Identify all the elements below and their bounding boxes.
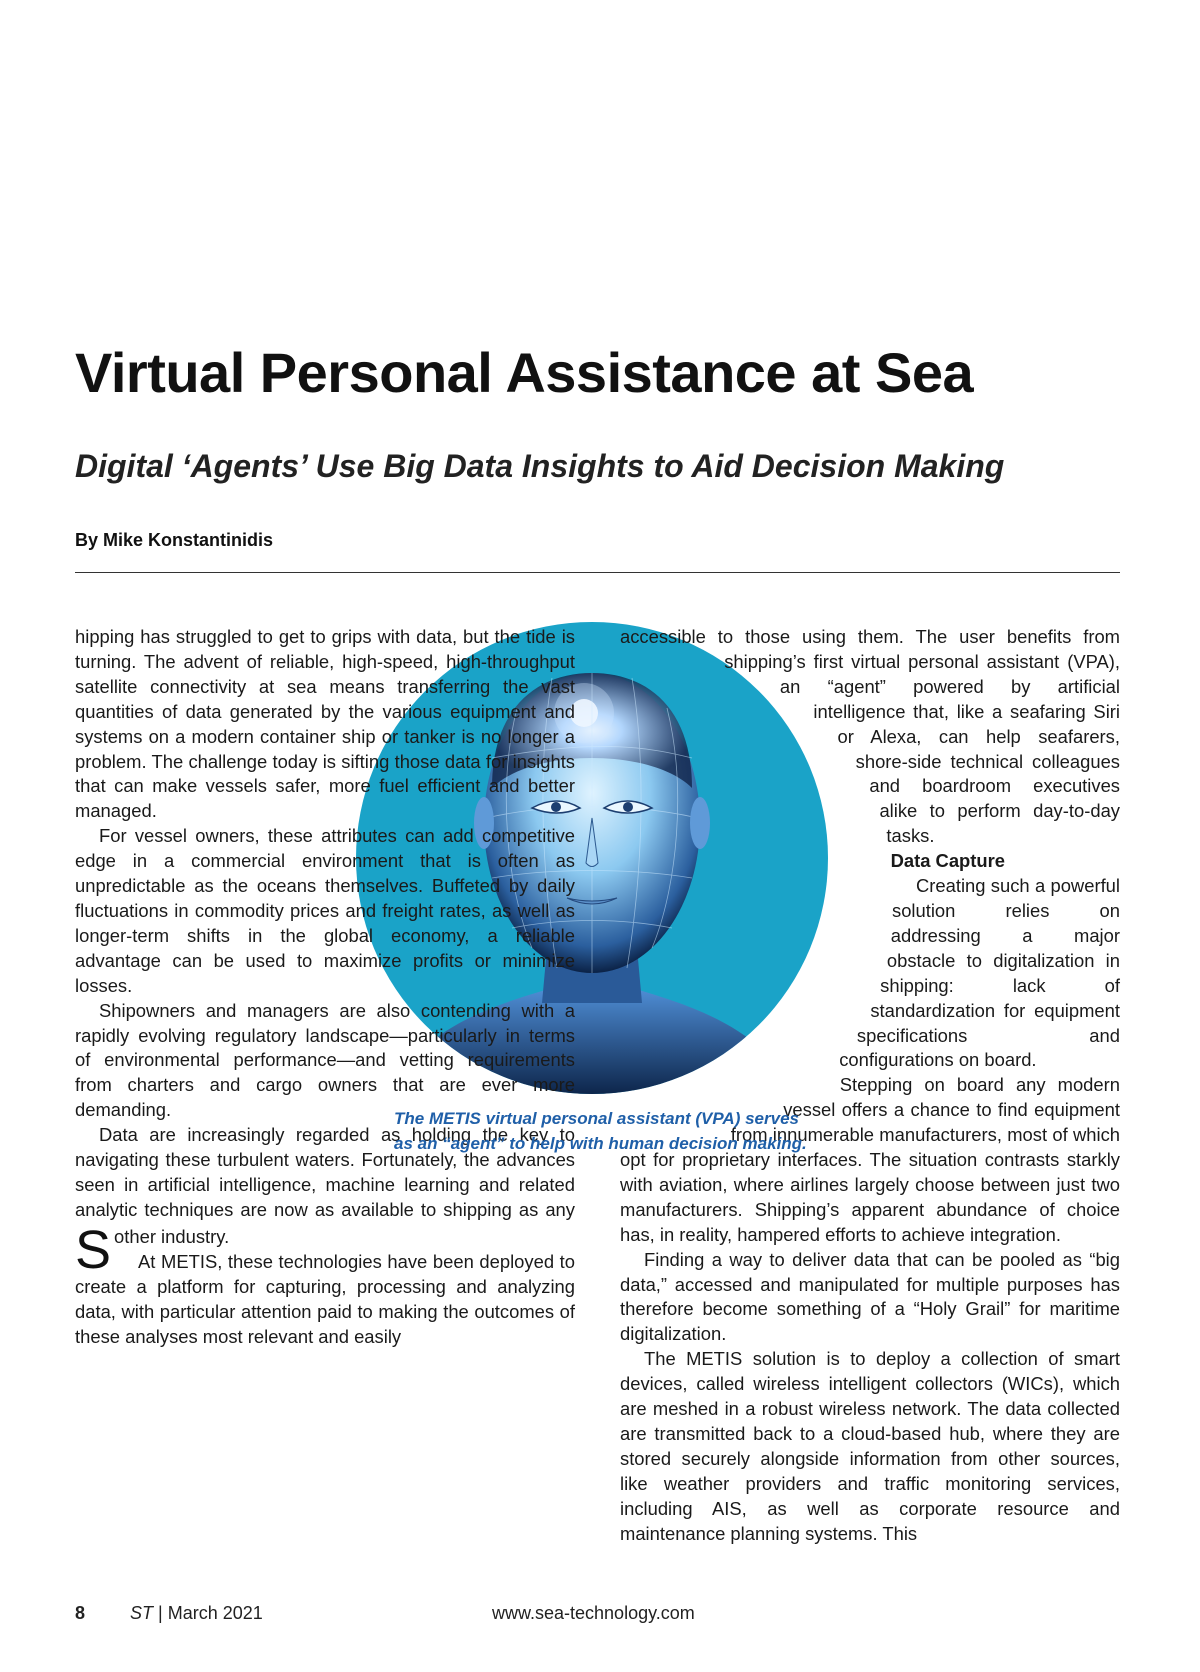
header-divider: [75, 572, 1120, 573]
paragraph: For vessel owners, these attributes can add competitive edge in a commercial environment that is often as unpredictable as the oceans themselves. Buffeted by daily fluctuations in commodity prices and freight rates, as well as longer-term shifts in the global economy, a reliable advantage can be used to maximize profits or minimize losses.: [75, 825, 575, 996]
issue-date: March 2021: [167, 1603, 263, 1623]
website-url[interactable]: www.sea-technology.com: [492, 1603, 695, 1623]
paragraph: Creating such a powerful solution relies on addressing a major obstacle to digitalization in shipping: lack of standardization for equipment specifications and configurations on board.: [839, 875, 1120, 1071]
paragraph: Data are increasingly regarded as holding the key to navigating these turbulent waters. Fortunately, the advances seen in artificial intelligence, machine learning and related analytic techniques are now as available to shipping as any other industry.: [75, 1124, 575, 1247]
drop-cap: S: [75, 1220, 112, 1280]
figure-caption: The METIS virtual personal assistant (VPA) serves as an “agent” to help with human decision making.: [394, 1109, 807, 1153]
page-number: 8: [75, 1603, 86, 1623]
paragraph: Finding a way to deliver data that can be pooled as “big data,” accessed and manipulated for multiple purposes has therefore become something of a “Holy Grail” for maritime digitalization.: [620, 1248, 1120, 1345]
magazine-abbrev: ST: [130, 1603, 154, 1623]
body-column-right: [620, 625, 1120, 1547]
paragraph: The METIS solution is to deploy a collection of smart devices, called wireless intelligent collectors (WICs), which are meshed in a robust wireless network. The data collected are transmitted back to a cloud-based hub, where they are stored securely alongside information from other sources, like weather providers and traffic monitoring services, including AIS, as well as corporate resource and maintenance planning systems. This: [620, 1348, 1120, 1544]
section-heading: Data Capture: [890, 850, 1006, 872]
article-title: Virtual Personal Assistance at Sea: [75, 341, 974, 404]
paragraph: accessible to those using them. The user benefits from shipping’s first virtual personal assistant (VPA), an “agent” powered by artificial intelligence that, like a seafaring Siri or Alexa, can help seafarers, shore-side technical colleagues and boardroom executives alike to perform day-to-day tasks.: [620, 626, 1120, 847]
issue-info: [130, 1603, 263, 1624]
body-column-left: [75, 625, 575, 1350]
paragraph: At METIS, these technologies have been deployed to create a platform for capturing, processing and analyzing data, with particular attention paid to making the outcomes of these analyses most relevant and easily: [75, 1250, 575, 1347]
paragraph: Stepping on board any modern vessel offers a chance to find equipment from innumerable manufacturers, most of which opt for proprietary interfaces. The situation contrasts starkly with aviation, where airlines largely choose between just two manufacturers. Shipping’s apparent abundance of choice has, in reality, hampered efforts to achieve integration.: [620, 1074, 1120, 1245]
paragraph: Shipowners and managers are also contending with a rapidly evolving regulatory landscape—particularly in terms of environmental performance—and vetting requirements from charters and cargo owners that are ever more demanding.: [75, 999, 575, 1121]
article-subtitle: Digital ‘Agents’ Use Big Data Insights to Aid Decision Making: [75, 448, 1005, 484]
footer-separator: |: [158, 1603, 163, 1623]
paragraph: S hipping has struggled to get to grips with data, but the tide is turning. The advent of reliable, high-speed, high-throughput satellite connectivity at sea means transferring the vast quantities of data generated by the various equipment and systems on a modern container ship or tanker is no longer a problem. The challenge today is sifting those data for insights that can make vessels safer, more fuel efficient and better managed.: [75, 626, 575, 1280]
byline: By Mike Konstantinidis: [75, 530, 274, 550]
